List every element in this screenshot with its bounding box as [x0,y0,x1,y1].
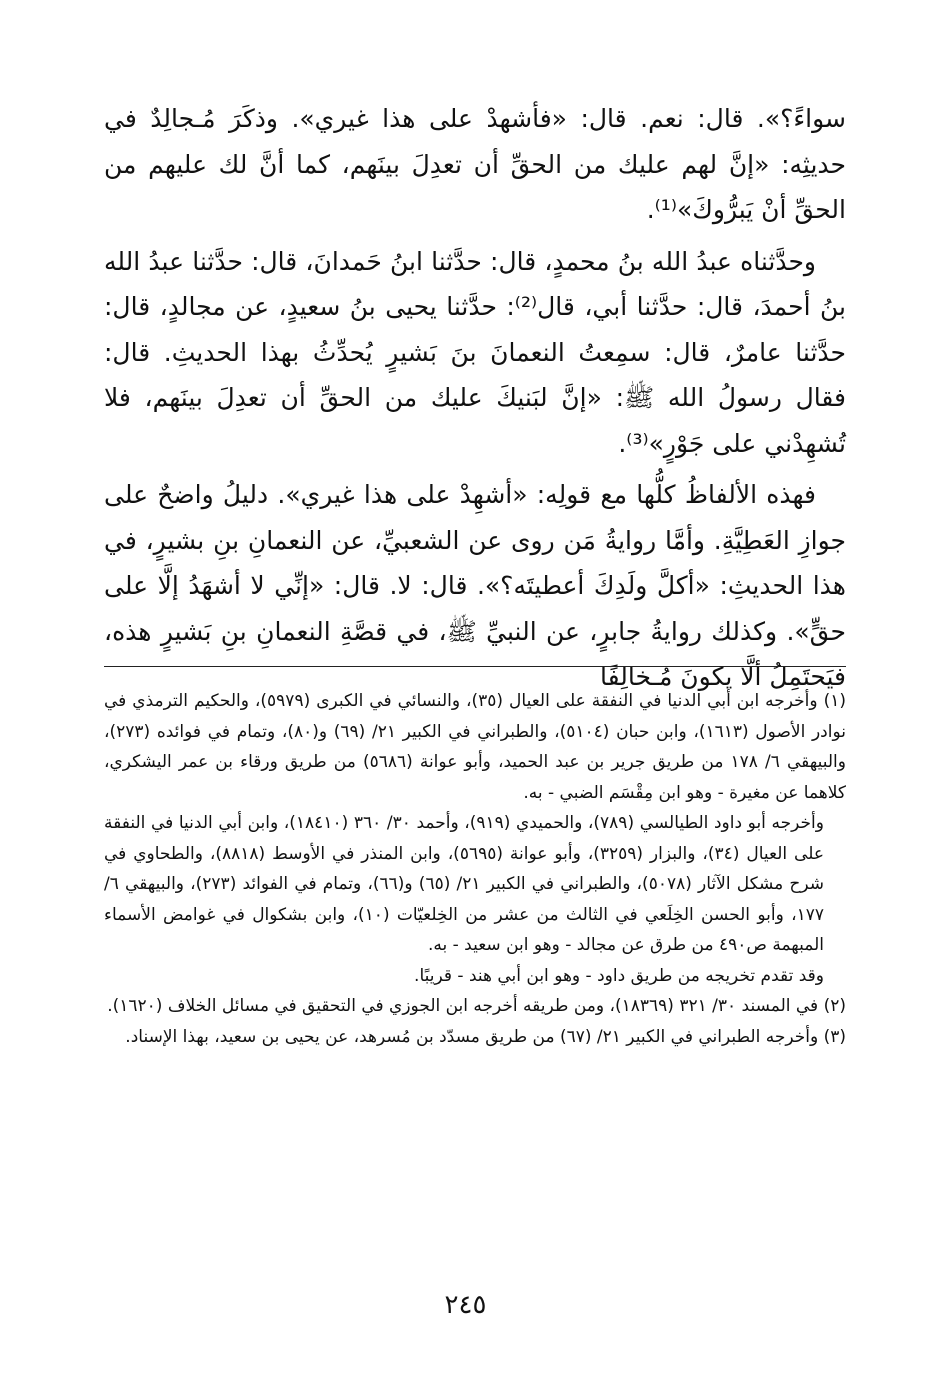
page-number: ٢٤٥ [444,1290,487,1320]
footnote-1: (١) وأخرجه ابن أبي الدنيا في النفقة على العيال (٣٥)، والنسائي في الكبرى (٥٩٧٩)، والحكيم الترمذي في نوادر الأصول (١٦١٣)، وابن حبان (٥١٠٤)، والطبراني في الكبير ٢١/ (٦٩) و(٨٠)، وتمام في فوائده (٢٧٣)، والبيهقي ٦/ ١٧٨ من طريق جرير بن عبد الحميد، وأبو عوانة (٥٦٨٦) من طريق ورقاء بن عمر اليشكري، كلاهما عن مغيرة - وهو ابن مِقْسَم الضبي - به. [104,691,847,803]
footnote-2: (٢) في المسند ٣٠/ ٣٢١ (١٨٣٦٩)، ومن طريقه أخرجه ابن الجوزي في التحقيق في مسائل الخلاف (١٦٢٠). [107,996,846,1016]
paragraph-1: سواءً؟». قال: نعم. قال: «فأشهدْ على هذا غيري». وذكَرَ مُـجالِدٌ في حديثِه: «إنَّ لهم عليك من الحقِّ أن تعدِلَ بينَهم، كما أنَّ لك عليهم من الحقِّ أنْ يَبرُّوكَ»⁽¹⁾. [104,104,846,224]
footnotes [104,686,846,1052]
footnote-separator [104,666,846,667]
paragraph-3: فهذه الألفاظُ كلُّها مع قولِه: «أشهِدْ على هذا غيري». دليلُ واضحٌ على جوازِ العَطِيَّةِ. وأمَّا روايةُ مَن روى عن الشعبيِّ، عن النعمانِ بنِ بشيرٍ، في هذا الحديثِ: «أكلَّ ولَدِكَ أعطيتَه؟». قال: لا. قال: «إنِّي لا أشهَدُ إلَّا على حقٍّ». وكذلك روايةُ جابرٍ، عن النبيِّ ﷺ، في قصَّةِ النعمانِ بنِ بَشيرٍ هذه، فيَحتَمِلُ ألَّا يكونَ مُـخالِفًا [104,480,846,691]
footnote-1-continuation: وأخرجه أبو داود الطيالسي (٧٨٩)، والحميدي (٩١٩)، وأحمد ٣٠/ ٣٦٠ (١٨٤١٠)، وابن أبي الدنيا في النفقة على العيال (٣٤)، والبزار (٣٢٥٩)، وأبو عوانة (٥٦٩٥)، وابن المنذر في الأوسط (٨٨١٨)، والطحاوي في شرح مشكل الآثار (٥٠٧٨)، والطبراني في الكبير ٢١/ (٦٥) و(٦٦)، وتمام في الفوائد (٢٧٣)، والبيهقي ٦/ ١٧٧، وأبو الحسن الخِلَعي في الثالث من عشر من الخِلعيّات (١٠)، وابن بشكوال في غوامض الأسماء المبهمة ص٤٩٠ من طرق عن مجالد - وهو ابن سعيد - به. [104,813,825,955]
main-text [104,96,846,706]
footnote-3: (٣) وأخرجه الطبراني في الكبير ٢١/ (٦٧) من طريق مسدّد بن مُسرهد، عن يحيى بن سعيد، بهذا الإسناد. [125,1026,846,1047]
paragraph-2: وحدَّثناه عبدُ الله بنُ محمدٍ، قال: حدَّثنا ابنُ حَمدانَ، قال: حدَّثنا عبدُ الله بنُ أحمدَ، قال: حدَّثنا أبي، قال⁽²⁾: حدَّثنا يحيى بنُ سعيدٍ، عن مجالدٍ، قال: حدَّثنا عامرٌ، قال: سمِعتُ النعمانَ بنَ بَشيرٍ يُحدِّثُ بهذا الحديثِ. قال: فقال رسولُ الله ﷺ: «إنَّ لبَنيكَ عليك من الحقِّ أن تعدِلَ بينَهم، فلا تُشهِدْني على جَوْرٍ»⁽³⁾. [104,246,846,458]
footnote-1-note: وقد تقدم تخريجه من طريق داود - وهو ابن أبي هند - قريبًا. [414,965,824,986]
